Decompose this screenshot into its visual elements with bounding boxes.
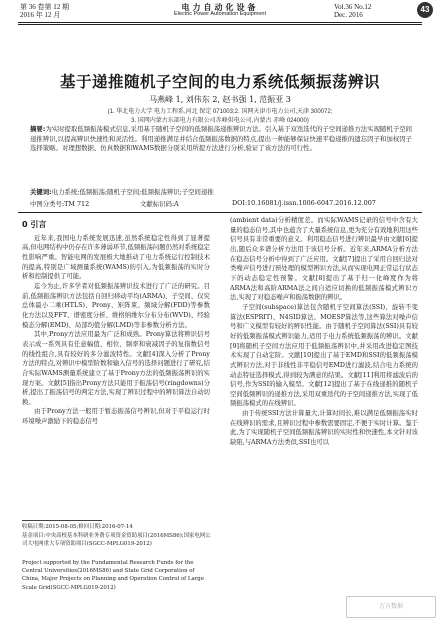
left-paragraph: 由于Prony方法一般用于暂态振荡信号辨识,但对于平稳运行时环境噪声激励下的稳态信号 <box>22 408 210 426</box>
affiliation-line-1: (1. 华北电力大学 电力工程系,河北 保定 071003;2. 国网天津市电力公司,天津 300072; <box>107 109 333 115</box>
header-rule-thin <box>18 24 422 25</box>
abstract-text: 为实时提取低频振荡模式信息,采用基于随机子空间的低频振荡递推辨识方法。引入基于双迭选代的子空间递推方法实现随机子空间递推辨识,以提高辨识快速性和灵活性。利用递推满足并结合低频振荡数据的特点,提出一种能够保证快速平稳递推的遗忘因子和加权因子选择策略。对理想数据、仿真数据和WAMS数据分别采用所提方法进行分析,验证了该方法的可行性。 <box>30 125 413 153</box>
watermark-logo: 万方数据 <box>346 596 436 618</box>
footnote-rule <box>22 520 102 521</box>
author-list: 马燕峰 1, 刘伟东 2, 赵书强 1, 范振亚 3 <box>149 95 291 104</box>
right-paragraph: 由于传统SSI方法计算量大,计算时间长,难以满足低频振荡实时在线辨识的需求,且辨识过程中参数需要固定,不便于实时计算。鉴于此,为了实现随机子空间低频振荡辨识的实时性和快速性,本文针对该缺陷,与ARMA方法类似,SSI也可以 <box>230 410 419 447</box>
keywords-text: 电力系统;低频振荡;随机子空间;低频振荡辨识;子空间递推 <box>51 188 214 196</box>
header-right <box>334 3 371 19</box>
paper-title: 基于递推随机子空间的电力系统低频振荡辨识 <box>59 72 380 91</box>
keywords-label: 关键词: <box>30 188 52 196</box>
journal-cn: 电力自动化设备 <box>181 2 259 12</box>
footnote-fund-cn: 基金项目:中央高校基本科研业务费专项资金资助项目(2016MS86);国家电网公司大电网重大专项资助项目(SGCC-MPLG019-2012) <box>22 533 211 548</box>
date-cn: 2016 年 12 月 <box>20 11 61 19</box>
footnote-fund-en: Project supported by the Fundamental Research Funds for the Central Universities(2016MS86) and State Grid Corporation of China, Major Projects on Planning and Operation Control of Large Scale Grid(SGCC-MPLG019-2012) <box>22 560 204 591</box>
clc-number: 中图分类号:TM 712 <box>30 200 90 208</box>
left-paragraph: 其中,Prony方法应用最为广泛和成熟。Prony算法将辨识信号表示成一系列具有任意幅值、相位、频率和衰减因子的复指数信号的线性组合,具有较好的多分滤波特性。文献[4]深入分析了Prony方法的特点,对辨识中模型阶数和输入信号的选择问题进行了研究,结合实际WAMS测量系统建立了基于Prony方法的低频振荡辨识的实现方案。文献[5]指出Prony方法只能用于振荡信号(ringdowns)分析,提出了振荡信号的判定方法,实现了辨识过程中的辨识算法自动切换。 <box>22 331 211 406</box>
right-paragraph: (ambient data)分析精度差。而实际WAMS记录的信号中含有大量的稳态信号,其中也蕴含了大量系统信息,更为充分有效地利用这些信号具有非常重要的意义。利用稳态信号进行辨识最早由文献[6]提出,随后众多谱分析方法用于该信号分析。近年来,ARMA分析方法在稳态信号分析中得到了广泛应用。文献[7]提出了采用自回归法对类噪声信号进行预处理的模型辨识方法,从而实现电网正常运行状态下的动态稳定性预警。文献[8]提出了基于归一化峰度作为将ARMA法和高阶ARMA法之间自适应切换的低频振荡模式辨识方法,实现了对稳态噪声和振荡数据的辨识。 <box>230 217 419 302</box>
journal-en: Electric Power Automation Equipment <box>173 11 267 17</box>
keywords <box>30 187 412 196</box>
header-left <box>20 3 69 19</box>
abstract <box>30 125 412 154</box>
footnote-received: 收稿日期:2015-08-05;修回日期:2016-07-14 <box>22 524 133 530</box>
abstract-label: 摘要: <box>30 125 46 133</box>
section-heading-intro: 0 引言 <box>22 220 47 229</box>
header-rule <box>18 22 422 23</box>
abstract-rule <box>18 212 422 213</box>
right-paragraph: 子空间(subspace)算法包含随机子空间算法(SSI)、旋转不变算法(ESPRIT)、N4SID算法、MOESP算法等,这些算法对噪声信号和广义模型有较好的辨识性能。由于随机子空间算法(SSI)具有较好的低频振荡模式辨识能力,适用于电力系统低频振荡的辨识。文献[9]将随机子空间方法应用于低频振荡辨识中,并采用改进稳定图技术实现了自动定阶。文献[10]提出了基于EMD和SSI的低频振荡模式辨识方法,对于非线性非平稳信号EMD进行滤波,结合电力系统的动态特征选择模式,得到较为满意的结果。文献[11]利用将滤波后的信号,作为SSI的输入模型。文献[12]提出了基于在线递推的随机子空间低频辨识的递推方法,采用双重迭代的子空间递推方法,实现了低频振荡模式的在线辨识。 <box>230 303 419 408</box>
left-column <box>22 218 210 427</box>
date-en: Dec. 2016 <box>334 11 363 19</box>
document-code: 文献标识码:A <box>140 200 179 208</box>
page-number: 43 <box>417 2 433 18</box>
right-column <box>230 216 418 448</box>
volume-cn: 第 36 卷第 12 期 <box>20 3 69 11</box>
left-paragraph: 近年来,我国电力系统发展迅速,虽然系统稳定性得到了显著提高,但电网结构中仍存在许多薄弱环节,低频振荡问题仍然对系统稳定性影响严重。智能电网的发展极大地推动了电力系统运行控制技术的提高,特别是广域测量系统(WAMS)的引入,为低频振荡的实时分析和控制提供了可能。 <box>22 234 211 281</box>
affiliation-line-2: 3. 国网内蒙古东部电力有限公司赤峰供电公司,内蒙古 赤峰 024000) <box>131 118 309 124</box>
doi: DOI:10.16081/j.issn.1006-6047.2016.12.007 <box>232 199 376 207</box>
running-header <box>0 0 440 20</box>
left-paragraph: 迄今为止,许多学者对低频振荡辨识技术进行了广泛的研究。目前,低频振荡辨识方法包括自回归移动平均(ARMA)、子空间、仅究总体最小二乘(HTLS)、Prony、矩阵束、频域分解(FDD)等参数化方法以及FFT、谱密度分析、维格纳维尔分布分布(WVD)、经验模态分解(EMD)、局部均值分解(LMD)等非参数分析方法。 <box>22 282 210 329</box>
volume-en: Vol.36 No.12 <box>334 3 372 11</box>
